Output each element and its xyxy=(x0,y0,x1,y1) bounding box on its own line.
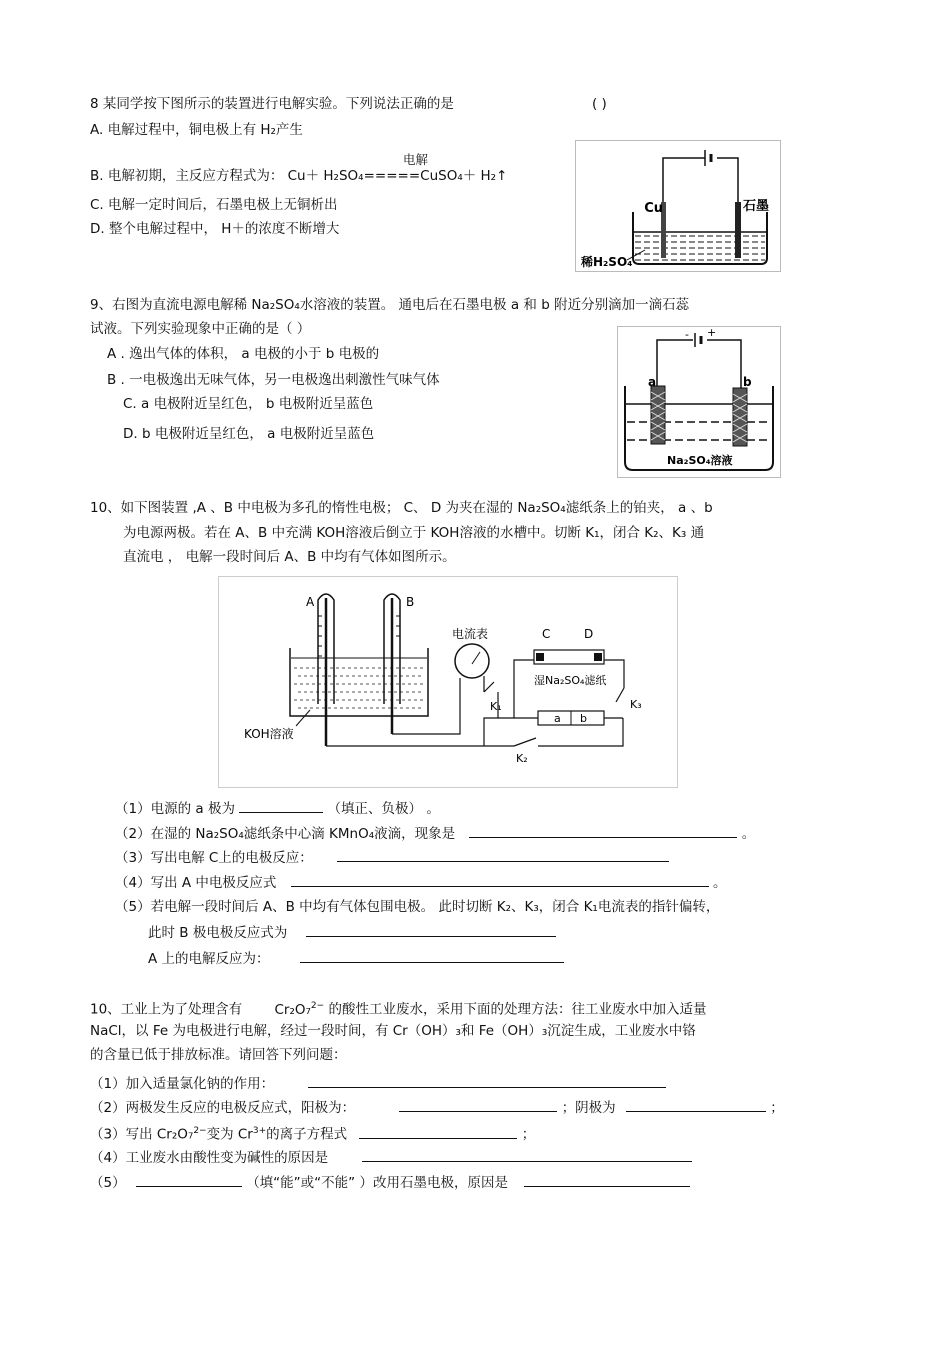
q11-sub2-cathode-text: ；阴极为 xyxy=(561,1100,616,1116)
q11-sub2-anode-blank[interactable] xyxy=(399,1097,557,1112)
q10-fig-a-label: a xyxy=(554,712,561,725)
q10-sub2-end: 。 xyxy=(741,826,756,842)
q10-sub4-blank[interactable] xyxy=(291,872,709,887)
q11-sub1-blank[interactable] xyxy=(308,1073,666,1088)
q10-stem-line1: 10、如下图装置 ,A 、B 中电极为多孔的惰性电极； C、 D 为夹在湿的 Na₂SO₄滤纸条上的铂夹， a 、b xyxy=(90,500,713,516)
q11-sub3-charge1: 2− xyxy=(193,1126,207,1136)
q11-sub2-cathode-blank[interactable] xyxy=(626,1097,766,1112)
q8-option-a: A. 电解过程中，铜电极上有 H₂产生 xyxy=(90,122,303,138)
q11-sub5-can-blank[interactable] xyxy=(136,1172,242,1187)
q10-sub5-c xyxy=(148,948,564,968)
q11-sub3-charge2: 3+ xyxy=(252,1126,267,1136)
q11-stem-line1 xyxy=(90,997,707,1019)
q11-dichromate: Cr₂O₇ xyxy=(274,1001,311,1018)
q10-sub5-b-text: 此时 B 极电极反应式为 xyxy=(148,925,288,941)
q9-stem-line1: 9、右图为直流电源电解稀 Na₂SO₄水溶液的装置。 通电后在石墨电极 a 和 b 附近分别滴加一滴石蕊 xyxy=(90,297,690,313)
q10-figure xyxy=(218,576,678,788)
q10-stem-line2: 为电源两极。若在 A、B 中充满 KOH溶液后倒立于 KOH溶液的水槽中。切断 K₁，闭合 K₂、K₃ 通 xyxy=(123,525,705,541)
q8-fig-graphite-label: 石墨 xyxy=(743,199,770,214)
q10-sub2 xyxy=(115,823,755,843)
q11-sub3 xyxy=(90,1122,535,1144)
q8-fig-acid-label: 稀H₂SO₄ xyxy=(581,255,633,269)
q10-fig-ammeter-label: 电流表 xyxy=(452,627,489,641)
q11-sub3-text-a: （3）写出 Cr₂O₇ xyxy=(90,1126,194,1143)
q10-sub5-b-blank[interactable] xyxy=(306,922,556,937)
q11-sub5 xyxy=(90,1172,690,1192)
q9-fig-minus-label: - xyxy=(685,328,689,341)
q11-sub4-text: （4）工业废水由酸性变为碱性的原因是 xyxy=(90,1150,329,1166)
q11-sub3-end: ； xyxy=(521,1126,536,1143)
q8-option-c: C. 电解一定时间后，石墨电极上无铜析出 xyxy=(90,197,338,213)
q10-sub3-text: （3）写出电解 C上的电极反应： xyxy=(115,850,313,866)
q10-sub5-c-text: A 上的电解反应为： xyxy=(148,951,270,967)
q10-sub5: （5）若电解一段时间后 A、B 中均有气体包围电极。 此时切断 K₂、K₃，闭合 K₁电流表的指针偏转， xyxy=(115,899,720,915)
q8-figure xyxy=(575,140,781,272)
q11-sub2-text: （2）两极发生反应的电极反应式，阳极为： xyxy=(90,1100,356,1116)
q11-sub2 xyxy=(90,1097,784,1117)
q10-fig-k2-label: K₂ xyxy=(516,752,528,765)
q10-fig-tube-a-label: A xyxy=(306,595,315,609)
q11-sub5-num: （5） xyxy=(90,1175,126,1191)
q10-fig-tube-b-label: B xyxy=(406,595,415,609)
q11-sub5-reason-blank[interactable] xyxy=(524,1172,690,1187)
q10-fig-d-label: D xyxy=(584,627,594,641)
q10-sub1-hint: （填正、负极） 。 xyxy=(327,801,440,817)
q9-fig-b-label: b xyxy=(743,375,752,389)
q9-stem-line2: 试液。下列实验现象中正确的是（ ） xyxy=(90,321,311,337)
q11-sub3-text-b: 变为 Cr xyxy=(206,1126,253,1143)
q10-sub3 xyxy=(115,847,669,867)
q9-option-c: C. a 电极附近呈红色， b 电极附近呈蓝色 xyxy=(123,396,374,412)
q8-answer-paren: ( ) xyxy=(592,96,607,112)
q8-stem: 8 某同学按下图所示的装置进行电解实验。下列说法正确的是 xyxy=(90,96,454,112)
q11-dichromate-charge: 2− xyxy=(310,1001,325,1011)
q11-stem-line3: 的含量已低于排放标准。请回答下列问题： xyxy=(90,1047,347,1063)
q9-option-a: A . 逸出气体的体积， a 电极的小于 b 电极的 xyxy=(107,346,380,362)
q11-sub2-end: ； xyxy=(770,1100,784,1116)
q10-sub4 xyxy=(115,872,727,892)
q11-sub1-text: （1）加入适量氯化钠的作用： xyxy=(90,1076,275,1092)
q10-sub5-b xyxy=(148,922,556,942)
q9-fig-plus-label: + xyxy=(707,326,717,339)
q10-sub1 xyxy=(115,798,440,818)
q11-sub3-text-c: 的离子方程式 xyxy=(266,1126,348,1143)
q10-sub2-text: （2）在湿的 Na₂SO₄滤纸条中心滴 KMnO₄液滴，现象是 xyxy=(115,826,456,842)
q8-option-d: D. 整个电解过程中， H＋的浓度不断增大 xyxy=(90,221,340,237)
q10-sub1-blank[interactable] xyxy=(239,798,323,813)
q8-fig-cu-label: Cu xyxy=(644,201,663,216)
q10-sub4-end: 。 xyxy=(713,875,727,891)
q9-fig-solution-label: Na₂SO₄溶液 xyxy=(667,454,733,467)
q10-sub1-text: （1）电源的 a 极为 xyxy=(115,801,235,817)
q8-electrolysis-condition: 电解 xyxy=(403,152,429,167)
q11-sub4-blank[interactable] xyxy=(362,1147,692,1162)
q9-fig-a-label: a xyxy=(648,375,657,389)
q11-stem-text-b: 的酸性工业废水，采用下面的处理方法：往工业废水中加入适量 xyxy=(328,1001,707,1018)
q9-figure xyxy=(617,326,781,478)
q10-fig-k3-label: K₃ xyxy=(630,698,642,711)
q9-option-b: B . 一电极逸出无味气体，另一电极逸出刺激性气味气体 xyxy=(107,372,440,388)
q10-fig-c-label: C xyxy=(542,627,551,641)
q10-sub5-c-blank[interactable] xyxy=(300,948,564,963)
q11-stem-text-a: 10、工业上为了处理含有 xyxy=(90,1001,243,1018)
q10-fig-koh-label: KOH溶液 xyxy=(244,727,294,741)
q10-sub2-blank[interactable] xyxy=(469,823,737,838)
q9-option-d: D. b 电极附近呈红色， a 电极附近呈蓝色 xyxy=(123,426,375,442)
q11-sub3-blank[interactable] xyxy=(359,1124,517,1139)
q10-fig-k1-label: K₁ xyxy=(490,700,502,713)
q10-stem-line3: 直流电 ， 电解一段时间后 A、B 中均有气体如图所示。 xyxy=(123,549,456,565)
q10-fig-b-label: b xyxy=(580,712,587,725)
q8-option-b: B. 电解初期，主反应方程式为： Cu＋ H₂SO₄=====CuSO₄＋ H₂↑ xyxy=(90,168,508,184)
q11-sub5-text: （填“能”或“不能” ）改用石墨电极，原因是 xyxy=(246,1175,508,1191)
q10-sub4-text: （4）写出 A 中电极反应式 xyxy=(115,875,277,891)
q10-sub3-blank[interactable] xyxy=(337,847,669,862)
q11-sub4 xyxy=(90,1147,692,1167)
q11-stem-line2: NaCl，以 Fe 为电极进行电解，经过一段时间，有 Cr（OH）₃和 Fe（OH）₃沉淀生成，工业废水中铬 xyxy=(90,1023,696,1039)
q11-sub1 xyxy=(90,1073,666,1093)
q10-fig-paper-label: 湿Na₂SO₄滤纸 xyxy=(534,674,607,687)
